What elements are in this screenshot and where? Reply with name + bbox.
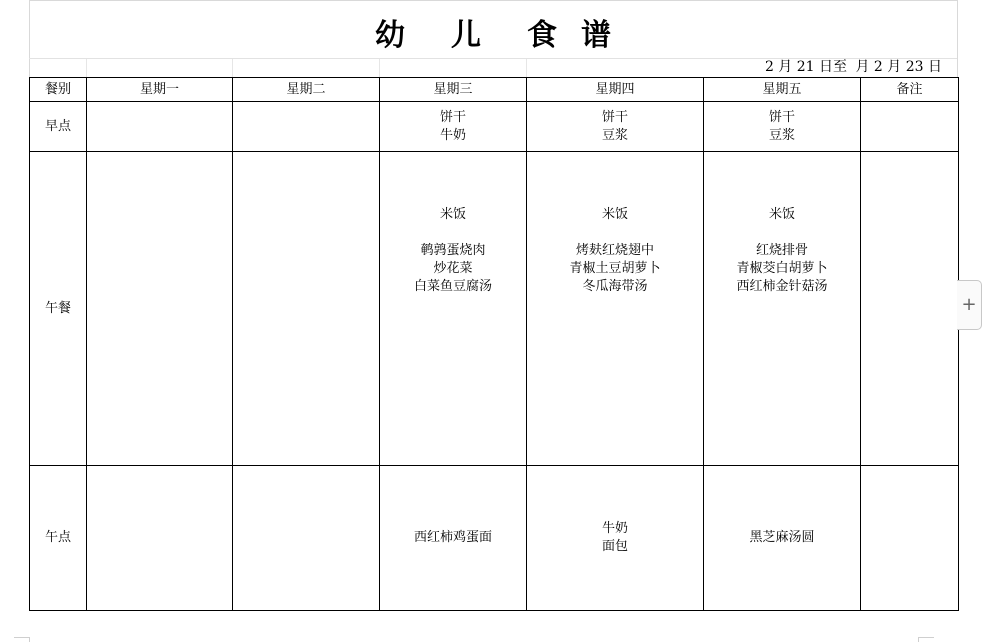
- menu-item: 饼干: [601, 109, 628, 125]
- table-row-breakfast: [30, 102, 959, 152]
- header-monday: 星期一: [87, 78, 233, 102]
- date-end: 月 2 月 23 日: [855, 59, 942, 75]
- menu-item: 豆浆: [601, 127, 628, 143]
- row-label: 午餐: [30, 152, 87, 466]
- menu-item: 白菜鱼豆腐汤: [413, 279, 492, 294]
- menu-cell[interactable]: [87, 152, 233, 466]
- header-meal-type: 餐别: [30, 78, 87, 102]
- header-friday: 星期五: [704, 78, 861, 102]
- notes-cell[interactable]: [861, 102, 959, 152]
- row-label: 早点: [30, 102, 87, 152]
- menu-items: [414, 206, 492, 296]
- menu-items: [569, 206, 660, 296]
- menu-item: 烤麸红烧翅中: [575, 243, 654, 258]
- menu-item: 米饭: [601, 207, 628, 222]
- menu-items: [736, 206, 827, 296]
- menu-item: 饼干: [439, 109, 466, 125]
- blank-line: [736, 224, 827, 242]
- menu-item: 鹌鹑蛋烧肉: [420, 243, 486, 258]
- menu-item: 饼干: [768, 109, 795, 125]
- header-tuesday: 星期二: [233, 78, 380, 102]
- title-char: 儿: [451, 18, 483, 53]
- title-char: 谱: [581, 18, 613, 53]
- menu-cell[interactable]: [704, 466, 861, 611]
- page-frame-top: [29, 0, 957, 1]
- menu-item: 西红柿金针菇汤: [736, 279, 828, 294]
- guide-col-2: [232, 59, 233, 77]
- date-range: [765, 56, 942, 76]
- menu-item: 牛奶: [439, 127, 466, 143]
- menu-items: [769, 109, 795, 145]
- notes-cell[interactable]: [861, 466, 959, 611]
- menu-cell[interactable]: [87, 102, 233, 152]
- header-row: [30, 78, 959, 102]
- menu-item: 红烧排骨: [755, 243, 808, 258]
- guide-col-4: [526, 59, 527, 77]
- blank-line: [569, 224, 660, 242]
- table-row-lunch: [30, 152, 959, 466]
- menu-cell[interactable]: [527, 102, 704, 152]
- notes-cell[interactable]: [861, 152, 959, 466]
- menu-item: 冬瓜海带汤: [582, 279, 648, 294]
- menu-item: 牛奶: [601, 521, 628, 536]
- menu-item: 豆浆: [768, 127, 795, 143]
- title-char: 食: [527, 18, 559, 53]
- menu-cell[interactable]: [233, 466, 380, 611]
- menu-cell[interactable]: [704, 152, 861, 466]
- document-title: [0, 10, 988, 54]
- menu-item: 青椒土豆胡萝卜: [569, 261, 661, 276]
- corner-mark-bottom-left-v: [29, 637, 30, 642]
- menu-items: [414, 529, 492, 547]
- plus-icon: +: [961, 294, 977, 315]
- menu-item: 黑芝麻汤圆: [749, 530, 815, 545]
- table-row-afternoon-snack: [30, 466, 959, 611]
- menu-cell[interactable]: [233, 102, 380, 152]
- menu-table: [29, 77, 959, 611]
- corner-mark-bottom-left: [14, 637, 30, 638]
- header-thursday: 星期四: [527, 78, 704, 102]
- blank-line: [414, 224, 492, 242]
- menu-items: [749, 529, 814, 547]
- menu-items: [602, 520, 628, 556]
- add-row-button[interactable]: [957, 280, 982, 330]
- menu-items: [602, 109, 628, 145]
- header-notes: 备注: [861, 78, 959, 102]
- menu-cell[interactable]: [380, 102, 527, 152]
- menu-item: 米饭: [768, 207, 795, 222]
- menu-item: 炒花菜: [433, 261, 473, 276]
- menu-cell[interactable]: [380, 466, 527, 611]
- menu-cell[interactable]: [704, 102, 861, 152]
- menu-item: 面包: [601, 539, 628, 554]
- corner-mark-bottom-right: [918, 637, 934, 638]
- menu-item: 米饭: [439, 207, 466, 222]
- guide-col-3: [379, 59, 380, 77]
- menu-cell[interactable]: [527, 466, 704, 611]
- header-wednesday: 星期三: [380, 78, 527, 102]
- title-char: 幼: [375, 18, 407, 53]
- menu-item: 青椒茭白胡萝卜: [736, 261, 828, 276]
- menu-cell[interactable]: [87, 466, 233, 611]
- menu-cell[interactable]: [380, 152, 527, 466]
- menu-cell[interactable]: [527, 152, 704, 466]
- menu-cell[interactable]: [233, 152, 380, 466]
- corner-mark-bottom-right-v: [918, 637, 919, 642]
- menu-items: [440, 109, 466, 145]
- guide-col-1: [86, 59, 87, 77]
- row-label: 午点: [30, 466, 87, 611]
- menu-item: 西红柿鸡蛋面: [413, 530, 492, 545]
- date-start: 2 月 21 日至: [764, 59, 848, 75]
